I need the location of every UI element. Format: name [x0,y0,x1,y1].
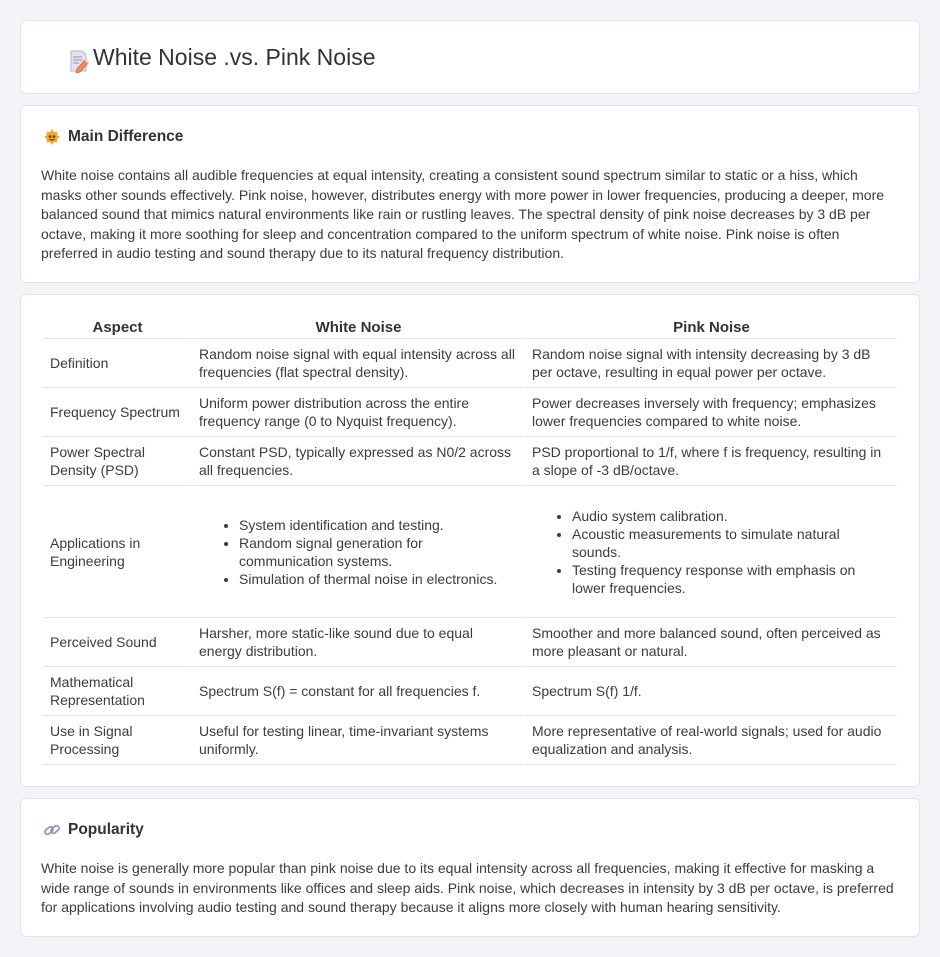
sparkle-badge-icon [43,128,61,146]
list-item: • Random signal generation for communication systems. [239,534,518,570]
row-aspect: Applications in Engineering [44,486,191,618]
main-difference-card [20,105,920,283]
page-title: White Noise .vs. Pink Noise [93,44,376,70]
row-pink-noise [526,486,897,618]
title-card [20,20,920,94]
document-pencil-icon [67,49,91,73]
list-item: • System identification and testing. [239,516,518,534]
popularity-card [20,798,920,937]
row-white-noise: Spectrum S(f) = constant for all frequencies f. [193,667,524,716]
popularity-header [43,821,144,839]
column-header-aspect: Aspect [44,315,191,339]
table-row [44,339,897,388]
row-pink-noise: Random noise signal with intensity decreasing by 3 dB per octave, resulting in equal power per octave. [526,339,897,388]
row-white-noise [193,486,524,618]
row-pink-noise: More representative of real-world signals; used for audio equalization and analysis. [526,716,897,765]
table-row [44,388,897,437]
column-header-pink-noise: Pink Noise [526,315,897,339]
row-aspect: Mathematical Representation [44,667,191,716]
main-difference-header [43,128,183,146]
row-aspect: Use in Signal Processing [44,716,191,765]
table-row [44,716,897,765]
link-icon [43,821,61,839]
row-white-noise: Random noise signal with equal intensity across all frequencies (flat spectral density). [193,339,524,388]
table-row [44,667,897,716]
row-aspect: Perceived Sound [44,618,191,667]
row-white-noise: Constant PSD, typically expressed as N0/2 across all frequencies. [193,437,524,486]
row-aspect: Power Spectral Density (PSD) [44,437,191,486]
row-white-noise: Uniform power distribution across the entire frequency range (0 to Nyquist frequency). [193,388,524,437]
column-header-white-noise: White Noise [193,315,524,339]
row-pink-noise: Smoother and more balanced sound, often perceived as more pleasant or natural. [526,618,897,667]
list-item: • Testing frequency response with emphasis on lower frequencies. [572,561,891,597]
list-item: • Simulation of thermal noise in electronics. [239,570,518,588]
comparison-table-card [20,294,920,787]
row-white-noise: Harsher, more static-like sound due to equal energy distribution. [193,618,524,667]
row-aspect: Definition [44,339,191,388]
row-pink-noise: Power decreases inversely with frequency; emphasizes lower frequencies compared to white noise. [526,388,897,437]
row-aspect: Frequency Spectrum [44,388,191,437]
table-header-row [44,315,897,339]
popularity-heading: Popularity [68,821,144,838]
row-pink-noise: PSD proportional to 1/f, where f is frequency, resulting in a slope of -3 dB/octave. [526,437,897,486]
table-row [44,618,897,667]
table-row [44,437,897,486]
white-noise-applications-list [199,516,518,588]
row-white-noise: Useful for testing linear, time-invariant systems uniformly. [193,716,524,765]
list-item: • Audio system calibration. [572,507,891,525]
popularity-text: White noise is generally more popular than pink noise due to its equal intensity across all frequencies, making it effective for masking a wide range of sounds in environments like offices and sleep aids. Pink noise, which decreases in intensity by 3 dB per octave, is preferred for applications involving audio testing and sound therapy because it aligns more closely with human hearing sensitivity. [41,860,894,915]
row-pink-noise: Spectrum S(f) 1/f. [526,667,897,716]
comparison-table [42,315,899,765]
pink-noise-applications-list [532,507,891,597]
main-difference-heading: Main Difference [68,128,184,145]
list-item: • Acoustic measurements to simulate natural sounds. [572,525,891,561]
main-difference-text: White noise contains all audible frequencies at equal intensity, creating a consistent sound spectrum similar to static or a hiss, which masks other sounds effectively. Pink noise, however, distributes energy with more power in lower frequencies, producing a deeper, more balanced sound that mimics natural environments like rain or rustling leaves. The spectral density of pink noise decreases by 3 dB per octave, making it more soothing for sleep and concentration compared to the uniform spectrum of white noise. Pink noise is often preferred in audio testing and sound therapy due to its natural frequency distribution. [41,167,885,261]
table-row [44,486,897,618]
